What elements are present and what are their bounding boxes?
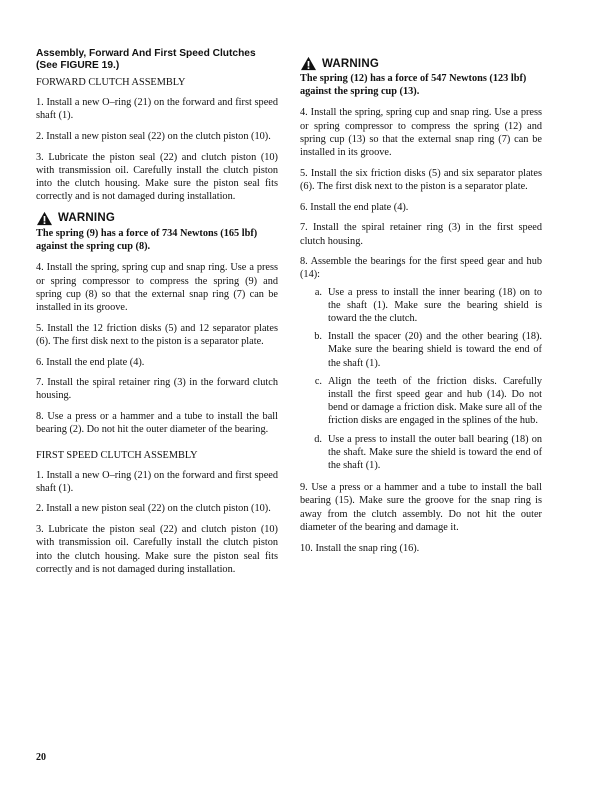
page-number: 20: [36, 752, 46, 763]
forward-step-3: 3. Lubricate the piston seal (22) and clutch piston (10) with transmission oil. Carefully install the clutch piston into the clutch housing. Make sure the piston seal fits correctly and is not damaged during installation.: [36, 151, 278, 203]
first-step-8: 8. Assemble the bearings for the first speed gear and hub (14):: [300, 256, 542, 281]
list-item: [300, 330, 542, 370]
forward-step-4: 4. Install the spring, spring cup and snap ring. Use a press or spring compressor to compress the spring (9) and spring cup (8) so that the external snap ring (7) can be installed in its groove.: [36, 262, 278, 313]
first-speed-warning-title: WARNING: [322, 57, 379, 70]
substep-label: c.: [314, 375, 322, 387]
substep-label: d.: [314, 433, 322, 445]
forward-warning-header: [36, 211, 278, 226]
first-speed-warning: [300, 56, 542, 98]
left-column: [36, 48, 278, 583]
forward-step-8: 8. Use a press or a hammer and a tube to install the ball bearing (2). Do not hit the outer diameter of the bearing.: [36, 411, 278, 436]
substep-text: Use a press to install the inner bearing (18) on to the shaft (1). Make sure the bearing shield is toward the the clutch.: [328, 286, 542, 325]
section-heading-line-1: Assembly, Forward And First Speed Clutches: [36, 48, 256, 59]
first-speed-warning-text: The spring (12) has a force of 547 Newtons (123 lbf) against the spring cup (13).: [300, 73, 527, 98]
forward-step-7: 7. Install the spiral retainer ring (3) in the forward clutch housing.: [36, 377, 278, 402]
first-step-7: 7. Install the spiral retainer ring (3) in the first speed clutch housing.: [300, 222, 542, 247]
forward-warning-title: WARNING: [58, 212, 115, 225]
section-heading: [36, 48, 278, 72]
forward-step-2: 2. Install a new piston seal (22) on the clutch piston (10).: [36, 130, 271, 142]
list-item: [300, 375, 542, 428]
right-column: [300, 56, 542, 562]
substep-text: Align the teeth of the friction disks. Carefully install the first speed gear and hub (14). Do not bend or damage a friction disk. Make sure all of the friction disks are engaged in the splines of the hub.: [328, 375, 542, 427]
first-step-10: 10. Install the snap ring (16).: [300, 542, 420, 554]
first-step-6: 6. Install the end plate (4).: [300, 201, 409, 213]
substep-label: b.: [314, 331, 322, 343]
substep-text: Use a press to install the outer ball bearing (18) on the shaft. Make sure the shield is toward the end of the shaft (1).: [328, 433, 542, 472]
first-step-5: 5. Install the six friction disks (5) and six separator plates (6). The first disk next to the piston is a separator plate.: [300, 167, 542, 192]
first-speed-warning-header: [300, 56, 542, 71]
warning-triangle-icon: [36, 211, 53, 226]
forward-warning-text: The spring (9) has a force of 734 Newtons (165 lbf) against the spring cup (8).: [36, 227, 258, 253]
forward-clutch-title: FORWARD CLUTCH ASSEMBLY: [36, 77, 186, 88]
warning-triangle-icon: [300, 56, 317, 71]
substep-label: a.: [314, 286, 322, 298]
substep-text: Install the spacer (20) and the other bearing (18). Make sure the bearing shield is toward the end of the shaft (1).: [328, 331, 542, 369]
first-speed-clutch-title: FIRST SPEED CLUTCH ASSEMBLY: [36, 449, 198, 461]
section-heading-line-2: (See FIGURE 19.): [36, 60, 120, 71]
first-step-1: 1. Install a new O–ring (21) on the forward and first speed shaft (1).: [36, 469, 278, 494]
forward-step-5: 5. Install the 12 friction disks (5) and 12 separator plates (6). The first disk next to the piston is a separator plate.: [36, 322, 278, 347]
first-step-4: 4. Install the spring, spring cup and snap ring. Use a press or spring compressor to compress the spring (12) and spring cup (13) so that the external snap ring (7) can be installed in its groove.: [300, 107, 542, 159]
list-item: [300, 433, 542, 473]
list-item: [300, 286, 542, 326]
forward-step-1: 1. Install a new O–ring (21) on the forward and first speed shaft (1).: [36, 97, 278, 122]
first-step-9: 9. Use a press or a hammer and a tube to install the ball bearing (15). Make sure the groove for the snap ring is away from the clutch assembly. Do not hit the outer diameter of the bearing and damage it.: [300, 482, 542, 533]
forward-step-6: 6. Install the end plate (4).: [36, 356, 145, 368]
forward-warning: [36, 211, 278, 253]
bearing-substeps: [300, 286, 542, 473]
first-step-3: 3. Lubricate the piston seal (22) and clutch piston (10) with transmission oil. Carefully install the clutch piston into the clutch housing. Make sure the piston seal fits correctly and is not damaged during installation.: [36, 524, 278, 575]
first-step-2: 2. Install a new piston seal (22) on the clutch piston (10).: [36, 503, 271, 515]
